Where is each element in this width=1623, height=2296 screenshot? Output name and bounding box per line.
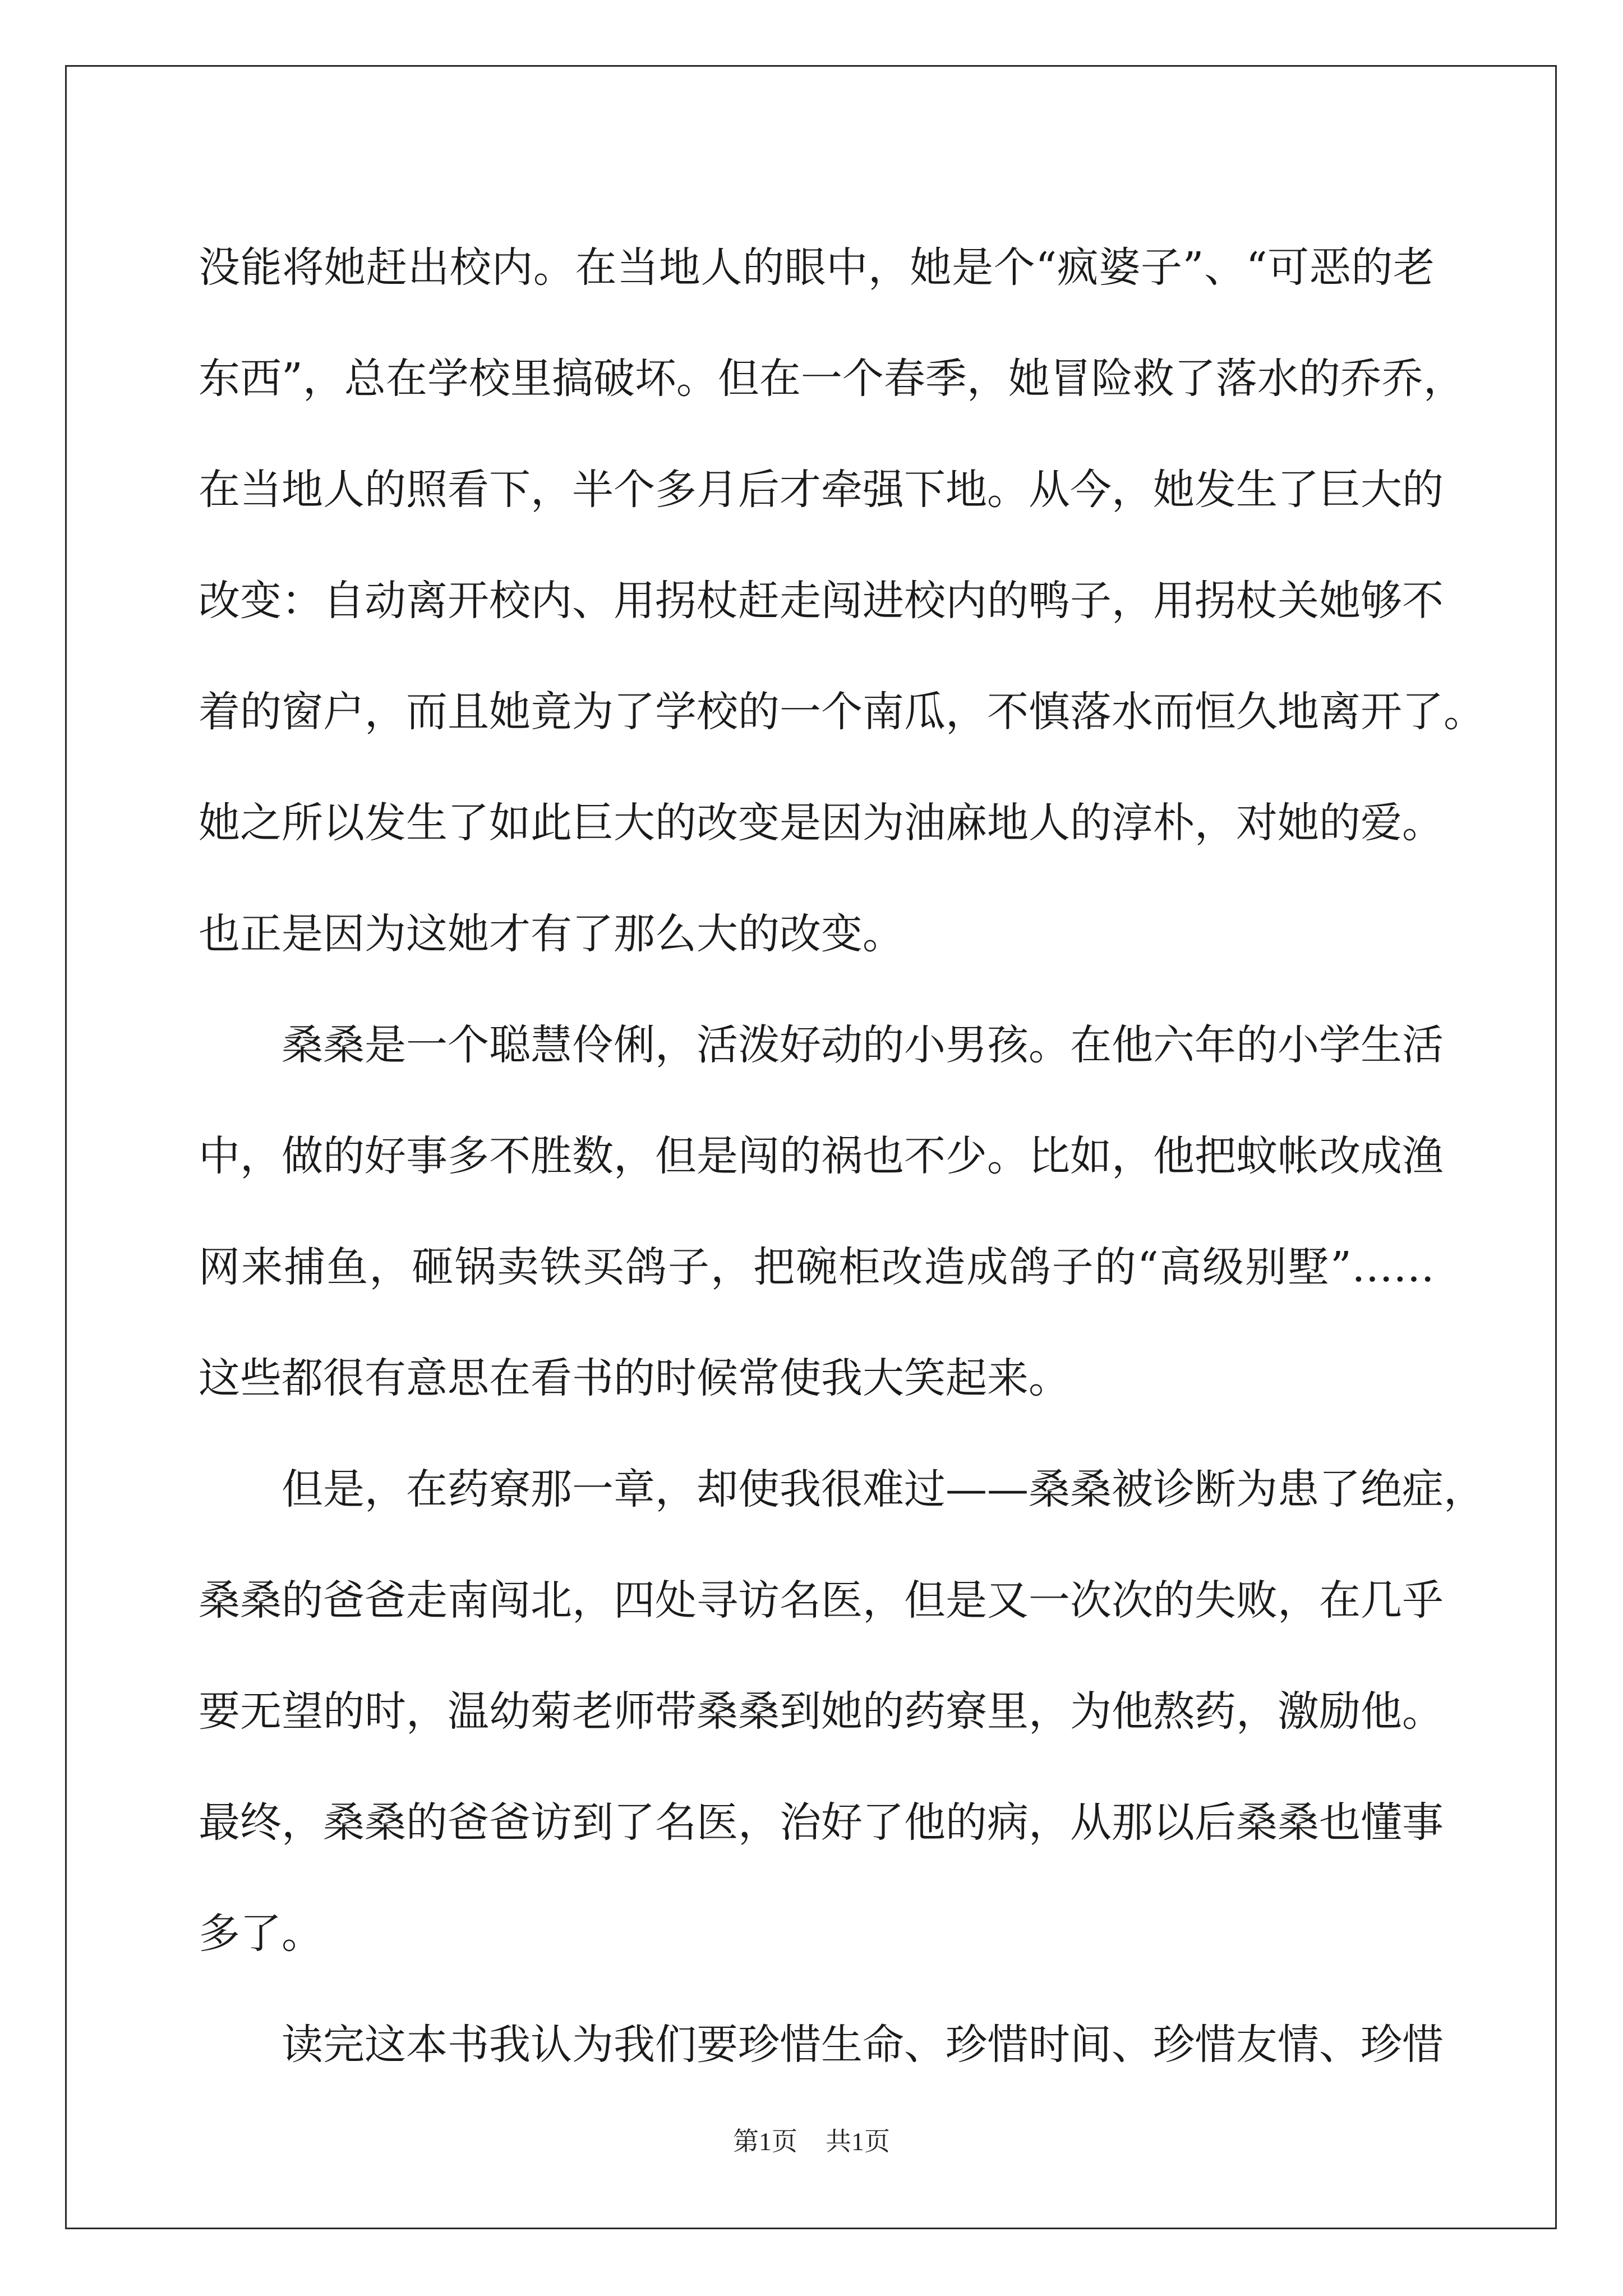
text-line: 东西”，总在学校里搞破坏。但在一个春季，她冒险救了落水的乔乔， <box>199 355 1465 403</box>
text-line: 改变：自动离开校内、用拐杖赶走闯进校内的鸭子，用拐杖关她够不 <box>199 577 1444 625</box>
text-line: 多了。 <box>199 1910 323 1958</box>
paragraph-first-line: 但是，在药寮那一章，却使我很难过——桑桑被诊断为患了绝症， <box>282 1465 1485 1513</box>
text-line: 最终，桑桑的爸爸访到了名医，治好了他的病，从那以后桑桑也懂事 <box>199 1798 1444 1847</box>
text-line: 中，做的好事多不胜数，但是闯的祸也不少。比如，他把蚊帐改成渔 <box>199 1132 1444 1180</box>
paragraph-first-line: 读完这本书我认为我们要珍惜生命、珍惜时间、珍惜友情、珍惜 <box>282 2021 1444 2069</box>
text-line: 着的窗户，而且她竟为了学校的一个南瓜，不慎落水而恒久地离开了。 <box>199 688 1485 736</box>
text-line: 这些都很有意思在看书的时候常使我大笑起来。 <box>199 1354 1070 1402</box>
page-total: 共1页 <box>826 2127 890 2156</box>
page-number: 第1页 <box>733 2127 797 2156</box>
text-line: 没能将她赶出校内。在当地人的眼中，她是个“疯婆子”、“可恶的老 <box>199 243 1435 292</box>
document-body <box>199 212 1485 2100</box>
text-line: 网来捕鱼，砸锅卖铁买鸽子，把碗柜改造成鸽子的“高级别墅”…… <box>199 1243 1435 1291</box>
text-line: 在当地人的照看下，半个多月后才牵强下地。从今，她发生了巨大的 <box>199 466 1444 514</box>
text-line: 桑桑的爸爸走南闯北，四处寻访名医，但是又一次次的失败，在几乎 <box>199 1576 1444 1625</box>
page-footer <box>0 2125 1623 2159</box>
text-line: 也正是因为这她才有了那么大的改变。 <box>199 910 904 958</box>
text-line: 要无望的时，温幼菊老师带桑桑到她的药寮里，为他熬药，激励他。 <box>199 1687 1444 1736</box>
text-line: 她之所以发生了如此巨大的改变是因为油麻地人的淳朴，对她的爱。 <box>199 799 1444 847</box>
paragraph-first-line: 桑桑是一个聪慧伶俐，活泼好动的小男孩。在他六年的小学生活 <box>282 1021 1444 1069</box>
